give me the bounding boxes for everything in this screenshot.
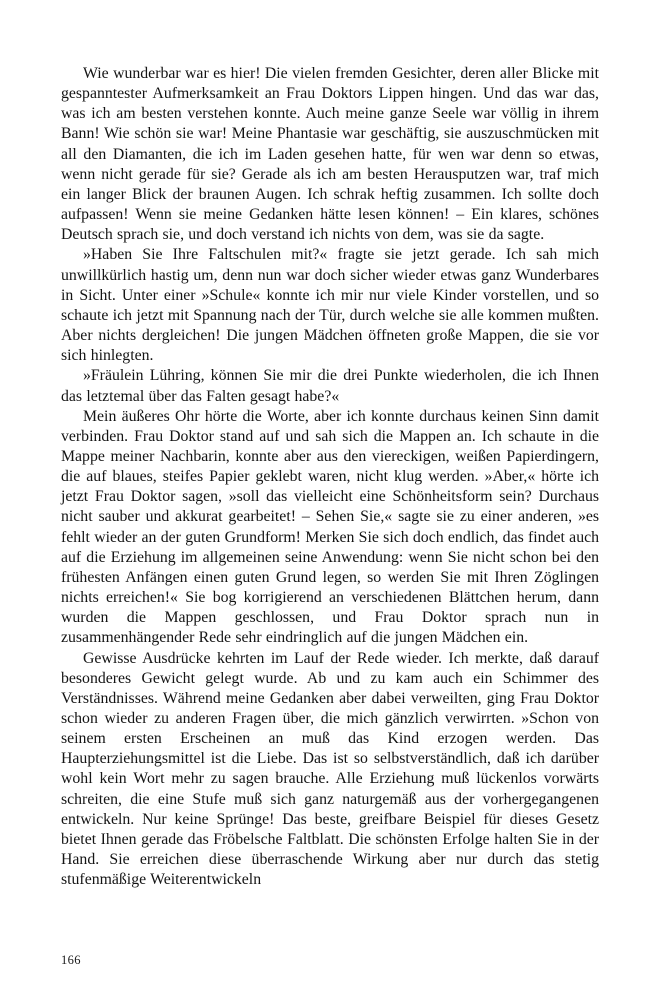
page-text: [61, 64, 599, 890]
paragraph-1: Wie wunderbar war es hier! Die vielen fremden Gesichter, deren aller Blicke mit gespanntester Aufmerksamkeit an Frau Doktors Lippen hingen. Und das war das, was ich am besten verstehen konnte. Auch meine ganze Seele war völlig in ihrem Bann! Wie schön sie war! Meine Phantasie war geschäftig, sie auszuschmücken mit all den Diamanten, die ich im Laden gesehen hatte, für wen war denn so etwas, wenn nicht gerade für sie? Gerade als ich am besten Herausputzen war, traf mich ein langer Blick der braunen Augen. Ich schrak heftig zusammen. Ich sollte doch aufpassen! Wenn sie meine Gedanken hätte lesen können! – Ein klares, schönes Deutsch sprach sie, und doch verstand ich nichts von dem, was sie da sagte.: [61, 65, 599, 244]
paragraph-5: Gewisse Ausdrücke kehrten im Lauf der Rede wieder. Ich merkte, daß darauf besonderes Gewicht gelegt wurde. Ab und zu kam auch ein Schimmer des Verständnisses. Während meine Gedanken aber dabei verweilten, ging Frau Doktor schon wieder zu anderen Fragen über, die mich gänzlich verwirrten. »Schon von seinem ersten Erscheinen an muß das Kind erzogen werden. Das Haupterziehungsmittel ist die Liebe. Das ist so selbstverständlich, daß ich darüber wohl kein Wort mehr zu sagen brauche. Alle Erziehung muß lückenlos vorwärts schreiten, die eine Stufe muß sich ganz naturgemäß aus der vorhergegangenen entwickeln. Nur keine Sprünge! Das beste, greifbare Beispiel für dieses Gesetz bietet Ihnen gerade das Fröbelsche Faltblatt. Die schönsten Erfolge halten Sie in der Hand. Sie erreichen diese überraschende Wirkung aber nur durch das stetig stufenmäßige Weiterentwickeln: [61, 649, 599, 889]
paragraph-4: Mein äußeres Ohr hörte die Worte, aber ich konnte durchaus keinen Sinn damit verbinden. Frau Doktor stand auf und sah sich die Mappen an. Ich schaute in die Mappe meiner Nachbarin, konnte aber aus den viereckigen, weißen Papierdingern, die auf blaues, steifes Papier geklebt waren, nicht klug werden. »Aber,« hörte ich jetzt Frau Doktor sagen, »soll das vielleicht eine Schönheitsform sein? Durchaus nicht sauber und akkurat gearbeitet! – Sehen Sie,« sagte sie zu einer anderen, »es fehlt wieder an der guten Grundform! Merken Sie sich doch endlich, das findet auch auf die Erziehung im allgemeinen seine Anwendung: wenn Sie nicht schon bei den frühesten Anfängen einen guten Grund legen, so werden Sie mit Ihren Zöglingen nichts erreichen!« Sie bog korrigierend an verschiedenen Blättchen herum, dann wurden die Mappen geschlossen, und Frau Doktor sprach nun in zusammenhängender Rede sehr eindringlich auf die jungen Mädchen ein.: [61, 407, 599, 647]
paragraph-3: »Fräulein Lühring, können Sie mir die drei Punkte wiederholen, die ich Ihnen das letztemal über das Falten gesagt habe?«: [61, 367, 599, 405]
page-number: 166: [61, 953, 81, 967]
paragraph-2: »Haben Sie Ihre Faltschulen mit?« fragte sie jetzt gerade. Ich sah mich unwillkürlich hastig um, denn nun war doch sicher wieder etwas ganz Wunderbares in Sicht. Unter einer »Schule« konnte ich mir nur viele Kinder vorstellen, und so schaute ich jetzt mit Spannung nach der Tür, durch welche sie alle kommen mußten. Aber nichts dergleichen! Die jungen Mädchen öffneten große Mappen, die sie vor sich hinlegten.: [61, 246, 599, 365]
